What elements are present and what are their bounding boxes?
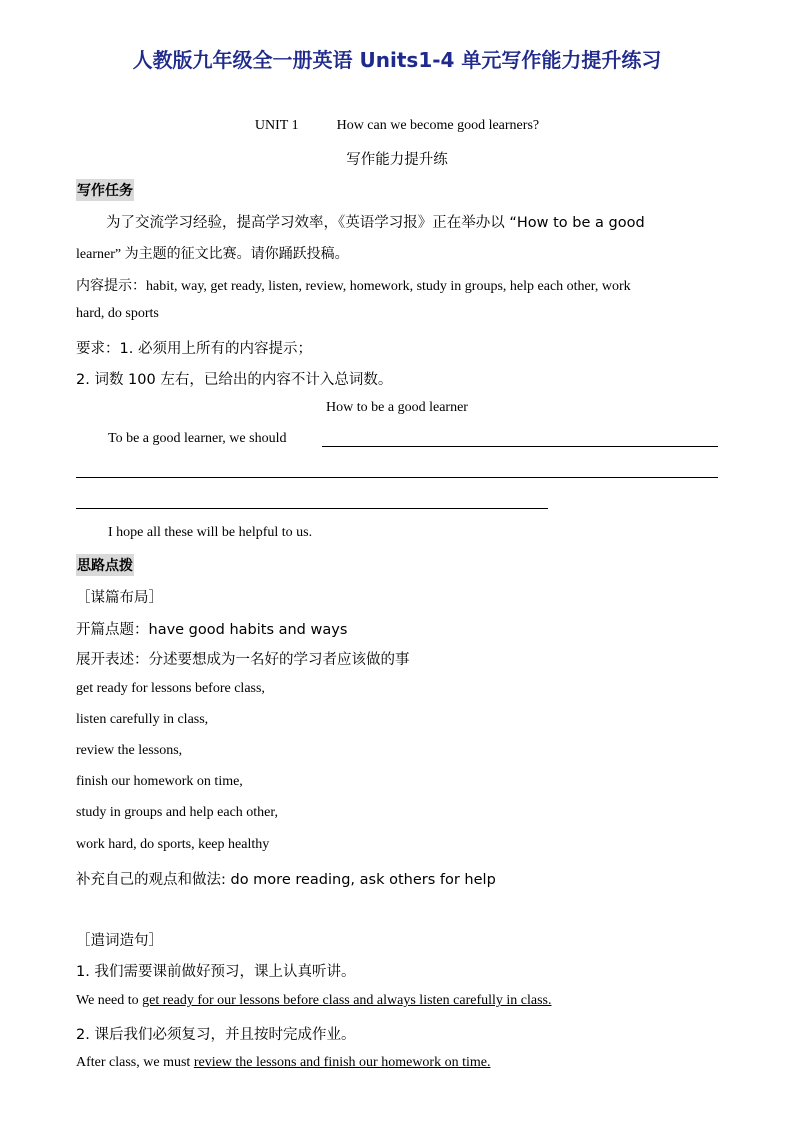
answer-prefix: We need to	[76, 993, 143, 1008]
document-title: 人教版九年级全一册英语 Units1-4 单元写作能力提升练习	[132, 48, 662, 72]
sentence-answer-1	[76, 993, 552, 1009]
list-item: study in groups and help each other,	[76, 805, 279, 820]
opening-point: 开篇点题：have good habits and ways	[76, 622, 348, 638]
list-item: get ready for lessons before class,	[76, 681, 265, 696]
ideas-heading: 思路点拨	[76, 554, 134, 576]
content-hints-line2: hard, do sports	[76, 306, 159, 321]
section-subtitle: 写作能力提升练	[346, 152, 448, 168]
list-item: finish our homework on time,	[76, 774, 243, 789]
essay-end: I hope all these will be helpful to us.	[108, 525, 313, 540]
requirement-2: 2. 词数 100 左右，已给出的内容不计入总词数。	[76, 372, 393, 388]
expand-point: 展开表述：分述要想成为一名好的学习者应该做的事	[76, 652, 410, 668]
task-paragraph-line2: learner” 为主题的征文比赛。请你踊跃投稿。	[76, 247, 349, 262]
requirement-1: 要求：1. 必须用上所有的内容提示；	[76, 341, 312, 357]
task-heading: 写作任务	[76, 179, 134, 201]
sentence-question-2: 2. 课后我们必须复习，并且按时完成作业。	[76, 1027, 356, 1043]
words-label: ［遣词造句］	[76, 933, 163, 949]
essay-title: How to be a good learner	[326, 400, 468, 415]
sentence-answer-2	[76, 1055, 490, 1071]
content-hints-line1: 内容提示：habit, way, get ready, listen, review, homework, study in groups, help each other, work	[76, 279, 631, 294]
unit-label: UNIT 1	[254, 118, 299, 133]
writing-blank-line[interactable]	[76, 477, 718, 478]
answer-text: review the lessons and finish our homework on time.	[193, 1055, 491, 1070]
answer-prefix: After class, we must	[76, 1055, 194, 1070]
writing-blank-line[interactable]	[322, 446, 718, 447]
unit-heading	[0, 118, 794, 134]
writing-blank-line[interactable]	[76, 508, 548, 509]
sentence-question-1: 1. 我们需要课前做好预习，课上认真听讲。	[76, 964, 356, 980]
supplement-point: 补充自己的观点和做法: do more reading, ask others for help	[76, 872, 496, 888]
unit-question: How can we become good learners?	[336, 118, 540, 133]
list-item: review the lessons,	[76, 743, 183, 758]
essay-start: To be a good learner, we should	[108, 431, 287, 446]
layout-label: ［谋篇布局］	[76, 590, 163, 606]
list-item: work hard, do sports, keep healthy	[76, 837, 270, 852]
list-item: listen carefully in class,	[76, 712, 209, 727]
answer-text: get ready for our lessons before class and always listen carefully in class.	[142, 993, 552, 1008]
task-paragraph-line1: 为了交流学习经验，提高学习效率，《英语学习报》正在举办以 “How to be a good	[106, 215, 645, 231]
